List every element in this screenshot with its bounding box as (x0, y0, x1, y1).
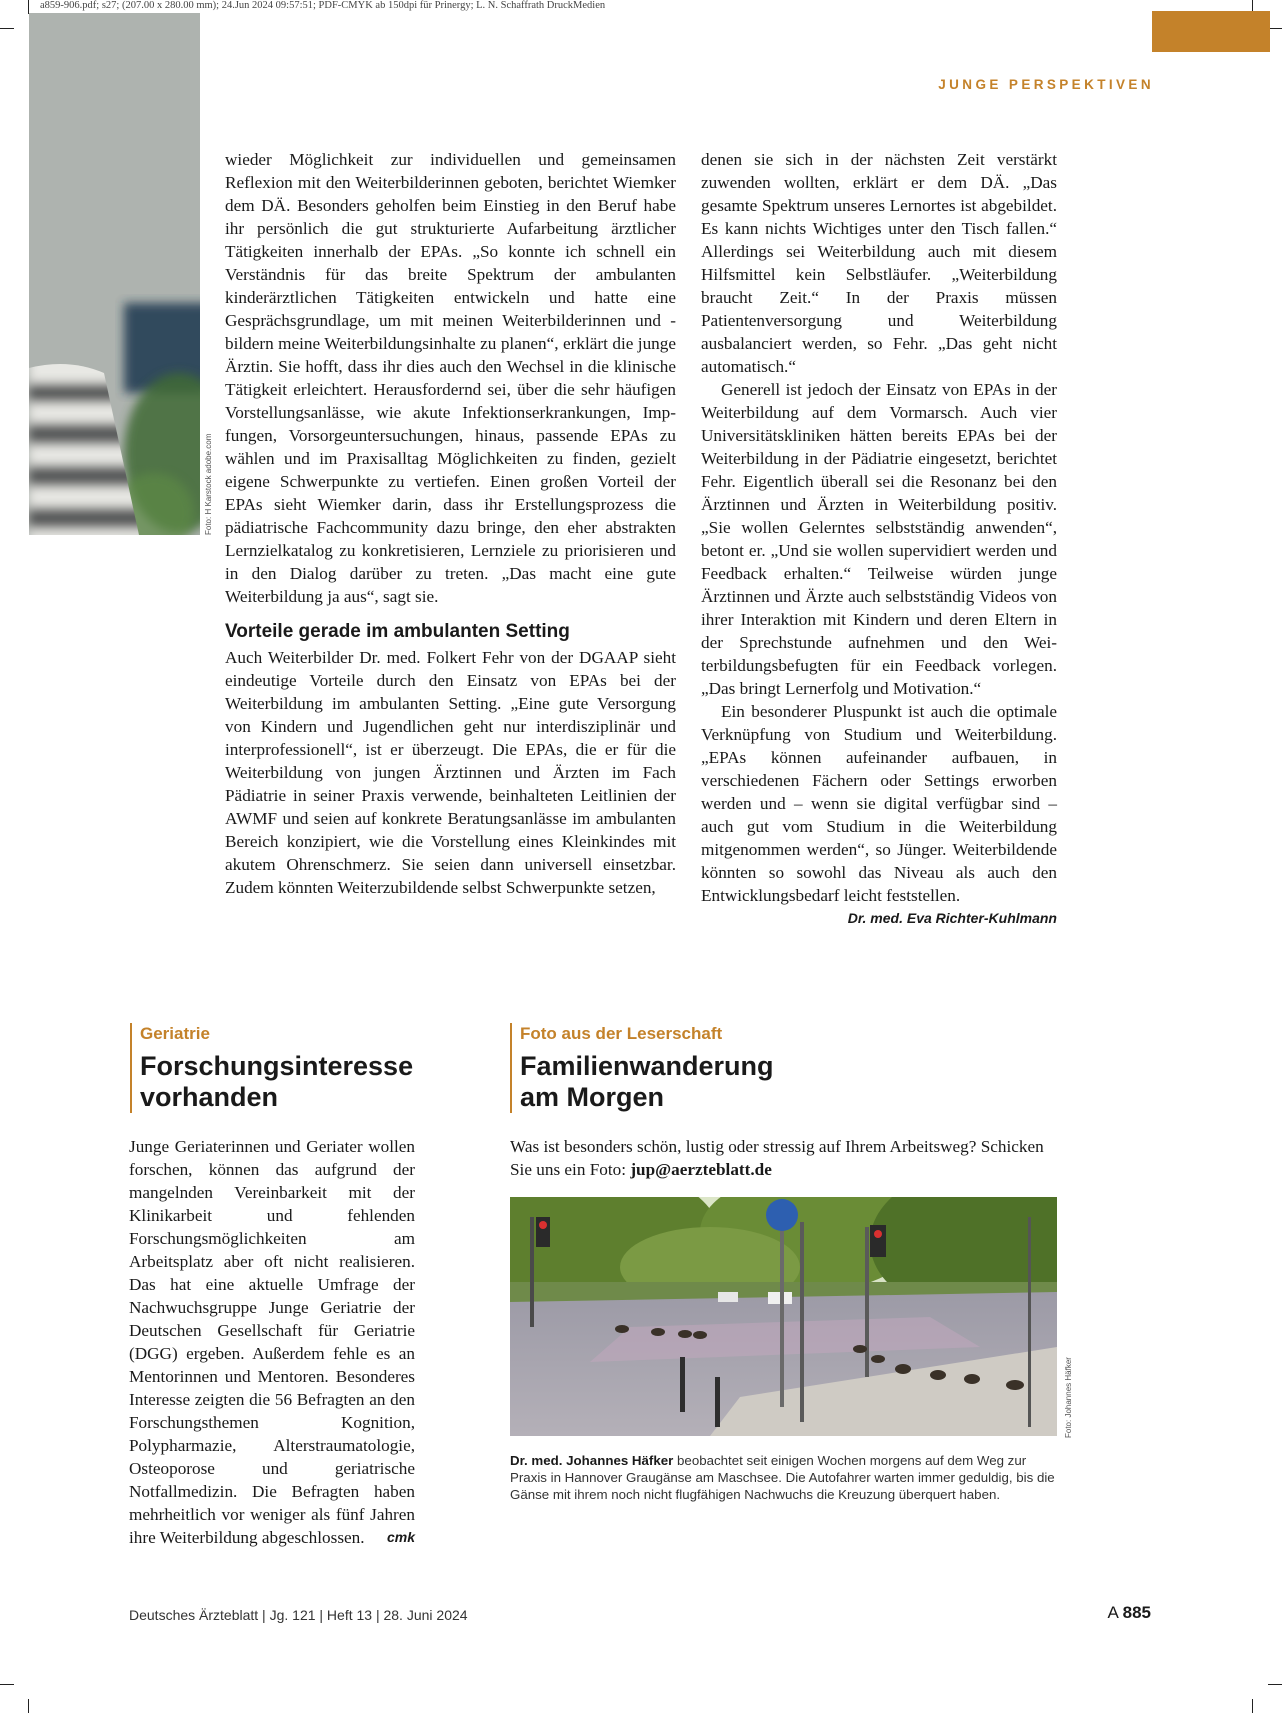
geriatrie-title-line: Forschungsinteresse (140, 1051, 414, 1081)
foto-title-line: am Morgen (520, 1082, 665, 1112)
article-paragraph (701, 700, 1057, 926)
foto-email-link[interactable]: jup@aerzteblatt.de (630, 1160, 772, 1179)
section-label: JUNGE PERSPEKTIVEN (938, 77, 1154, 92)
foto-intro (510, 1135, 1057, 1181)
article-paragraph: Generell ist jedoch der Einsatz von EPAs in der Weiterbildung auf dem Vormarsch. Auch vier Universitätskliniken hätten bereits EPAs bei der Weiterbildung in der Pädiatrie eingesetzt, berichtet Fehr. Eigentlich überall sei die Resonanz bei den Ärztinnen und Ärzten in Weiterbildung positiv. „Sie wollen Gelerntes selbstständig anwenden“, betont er. „Und sie wollen supervidiert werden und Feedback erhalten.“ Teilweise würden junge Ärztinnen und Ärzte auch selbstständig Videos von ihrer Interaktion mit Kindern und deren Eltern in der Sprechstunde aufnehmen und den Weiterbildungsbefugten für ein Feedback vorlegen. „Das bringt Lernerfolg und Motivation.“ (701, 380, 1057, 698)
crop-mark (1252, 1699, 1253, 1713)
side-photo (29, 13, 200, 535)
side-photo-image (29, 13, 200, 535)
article-subheading: Vorteile gerade im ambulanten Setting (225, 621, 570, 642)
caption-name: Dr. med. Johannes Häfker (510, 1453, 674, 1468)
geriatrie-body (129, 1135, 415, 1549)
crop-mark (0, 1684, 14, 1685)
geriatrie-title (140, 1051, 413, 1113)
caption-text: beobachtet seit einigen Wochen morgens auf dem Weg zur Praxis in Hannover Graugänse am Maschsee. Die Autofahrer warten immer geduldig, bis die Gänse mit ihrem noch nicht flugfähigen Nachwuchs die Kreuzung überquert haben. (510, 1453, 1055, 1502)
foto-intro-text: Was ist besonders schön, lustig oder stressig auf Ihrem Arbeitsweg? Schicken Sie uns ein Foto: (510, 1137, 1044, 1179)
geese-crossing-photo (510, 1197, 1057, 1436)
footer-journal: Deutsches Ärzteblatt | Jg. 121 | Heft 13 | 28. Juni 2024 (129, 1607, 468, 1623)
geese-photo-credit: Foto: Johannes Häfker (1064, 1357, 1073, 1438)
crop-mark (0, 28, 14, 29)
article-column-1 (225, 148, 676, 899)
print-info-line: a859-906.pdf; s27; (207.00 x 280.00 mm); 24.Jun 2024 09:57:51; PDF-CMYK ab 150dpi für Prinergy; L. N. Schaffrath DruckMedien (40, 0, 606, 11)
geriatrie-text: Junge Geriaterinnen und Geriater wollen forschen, können das aufgrund der mangelnden Vereinbarkeit mit der Klinikarbeit und fehlenden Forschungsmöglichkeiten am Arbeitsplatz aber oft nicht realisieren. Das hat eine aktuelle Umfrage der Nachwuchsgruppe Junge Geriatrie der Deutschen Gesellschaft für Geriatrie (DGG) ergeben. Außerdem fehle es an Mentorinnen und Mentoren. Besonderes Interesse zeigten die 56 Befragten an den Forschungsthemen Kognition, Polypharmazie, Alterstraumatologie, Osteoporose und geriatrische Notfallmedizin. Die Befragten haben mehrheitlich vor weniger als fünf Jahren ihre Weiterbildung abgeschlossen. (129, 1137, 415, 1547)
foto-header (510, 1023, 774, 1113)
footer-page-number (1107, 1603, 1151, 1623)
foto-title (520, 1051, 774, 1113)
page-number: 885 (1122, 1603, 1151, 1622)
article-paragraph-text: Ein besonderer Pluspunkt ist auch die optimale Verknüpfung von Studium und Weiterbildung. „EPAs können aufeinander aufbauen, in verschiedenen Fächern oder Settings erworben werden und – wenn sie digital verfügbar sind – auch gut vom Studium in die Weiterbildung mitgenommen werden“, so Jünger. Weiterbildende könnten so sowohl das Niveau als auch den Entwicklungsbedarf leicht feststellen. (701, 702, 1057, 905)
article-paragraph: Auch Weiterbilder Dr. med. Folkert Fehr von der DGAAP sieht eindeutige Vorteile durch den Einsatz von EPAs bei der Weiterbildung im ambulanten Setting. „Eine gute Versorgung von Kindern und Jugendlichen geht nur interdisziplinär und interprofessionell“, ist er überzeugt. Die EPAs, die er für die Weiterbildung von jungen Ärztinnen und Ärzten im Fach Pädiatrie in seiner Praxis verwende, beinhalteten Leitlinien der AWMF und seien auf konkrete Beratungsanlässe im ambulanten Bereich konzipiert, wie die Vorstellung eines Kleinkindes mit akutem Ohrenschmerz. Sie seien dann universell einsetzbar. Zudem könnten Weiterzubildende selbst Schwerpunkte setzen, (225, 648, 676, 897)
geriatrie-kicker: Geriatrie (140, 1024, 210, 1043)
geriatrie-header (130, 1023, 413, 1113)
geriatrie-author: cmk (386, 1529, 415, 1545)
foto-kicker: Foto aus der Leserschaft (520, 1024, 723, 1043)
geese-crossing-image (510, 1197, 1057, 1436)
crop-mark (1268, 1684, 1282, 1685)
article-paragraph: denen sie sich in der nächsten Zeit verstärkt zuwenden wollten, erklärt er dem DÄ. „Das gesamte Spektrum unseres Lernortes ist abgebildet. Es kann nichts Wichtiges unter den Tisch fallen.“ Allerdings sei Weiterbildung auch mit diesem Hilfsmittel kein Selbstläufer. „Weiterbildung braucht Zeit.“ In der Praxis müssen Patientenversorgung und Weiterbildung ausbalanciert werden, so Fehr. „Das geht nicht automatisch.“ (701, 150, 1057, 376)
article-author: Dr. med. Eva Richter-Kuhlmann (847, 910, 1057, 926)
foto-title-line: Familienwanderung (520, 1051, 774, 1081)
geriatrie-title-line: vorhanden (140, 1082, 279, 1112)
section-color-tab (1152, 11, 1270, 52)
geese-photo-caption (510, 1452, 1057, 1503)
geriatrie-paragraph (129, 1135, 415, 1549)
crop-mark (1268, 28, 1282, 29)
page-prefix: A (1107, 1603, 1118, 1622)
crop-mark (28, 1699, 29, 1713)
article-paragraph: wieder Möglichkeit zur individuellen und gemeinsamen Reflexion mit den Weiterbilderinnen geboten, berichtet Wiemker dem DÄ. Besonders geholfen beim Einstieg in den Beruf habe ihr persönlich die gut strukturierte Aufarbeitung ärztlicher Tätigkeiten innerhalb der EPAs. „So konnte ich schnell ein Verständnis für das breite Spektrum der ambulanten kinderärztlichen Tätigkeiten entwickeln und hatte eine Gesprächsgrundlage, um mit meinen Weiterbilderinnen und -bildern meine Weiterbildungsinhalte zu planen“, erklärt die junge Ärztin. Sie hofft, dass ihr dies auch den Wechsel in die klinische Tätigkeit erleichtert. Herausfordernd sei, über die sehr häufigen Vorstellungsanlässe, wie akute Infektionserkrankungen, Impfungen, Vorsorgeuntersuchungen, hinaus, passende EPAs zu wählen und im Praxisalltag Möglichkeiten zu finden, gezielt eigene Schwerpunkte zu vertiefen. Einen großen Vorteil der EPAs sieht Wiemker darin, dass ihr Erstellungsprozess die pädiatrische Fachcommunity dazu bringe, den eher abstrakten Lernzielkatalog zu konkretisieren, Lernziele zu priorisieren und in den Dialog darüber zu treten. „Das macht eine gute Weiterbildung ja aus“, sagt sie. (225, 150, 676, 606)
article-column-2 (701, 148, 1057, 930)
crop-mark (28, 0, 29, 14)
side-photo-credit: Foto: H Karstock adobe.com (204, 433, 213, 535)
